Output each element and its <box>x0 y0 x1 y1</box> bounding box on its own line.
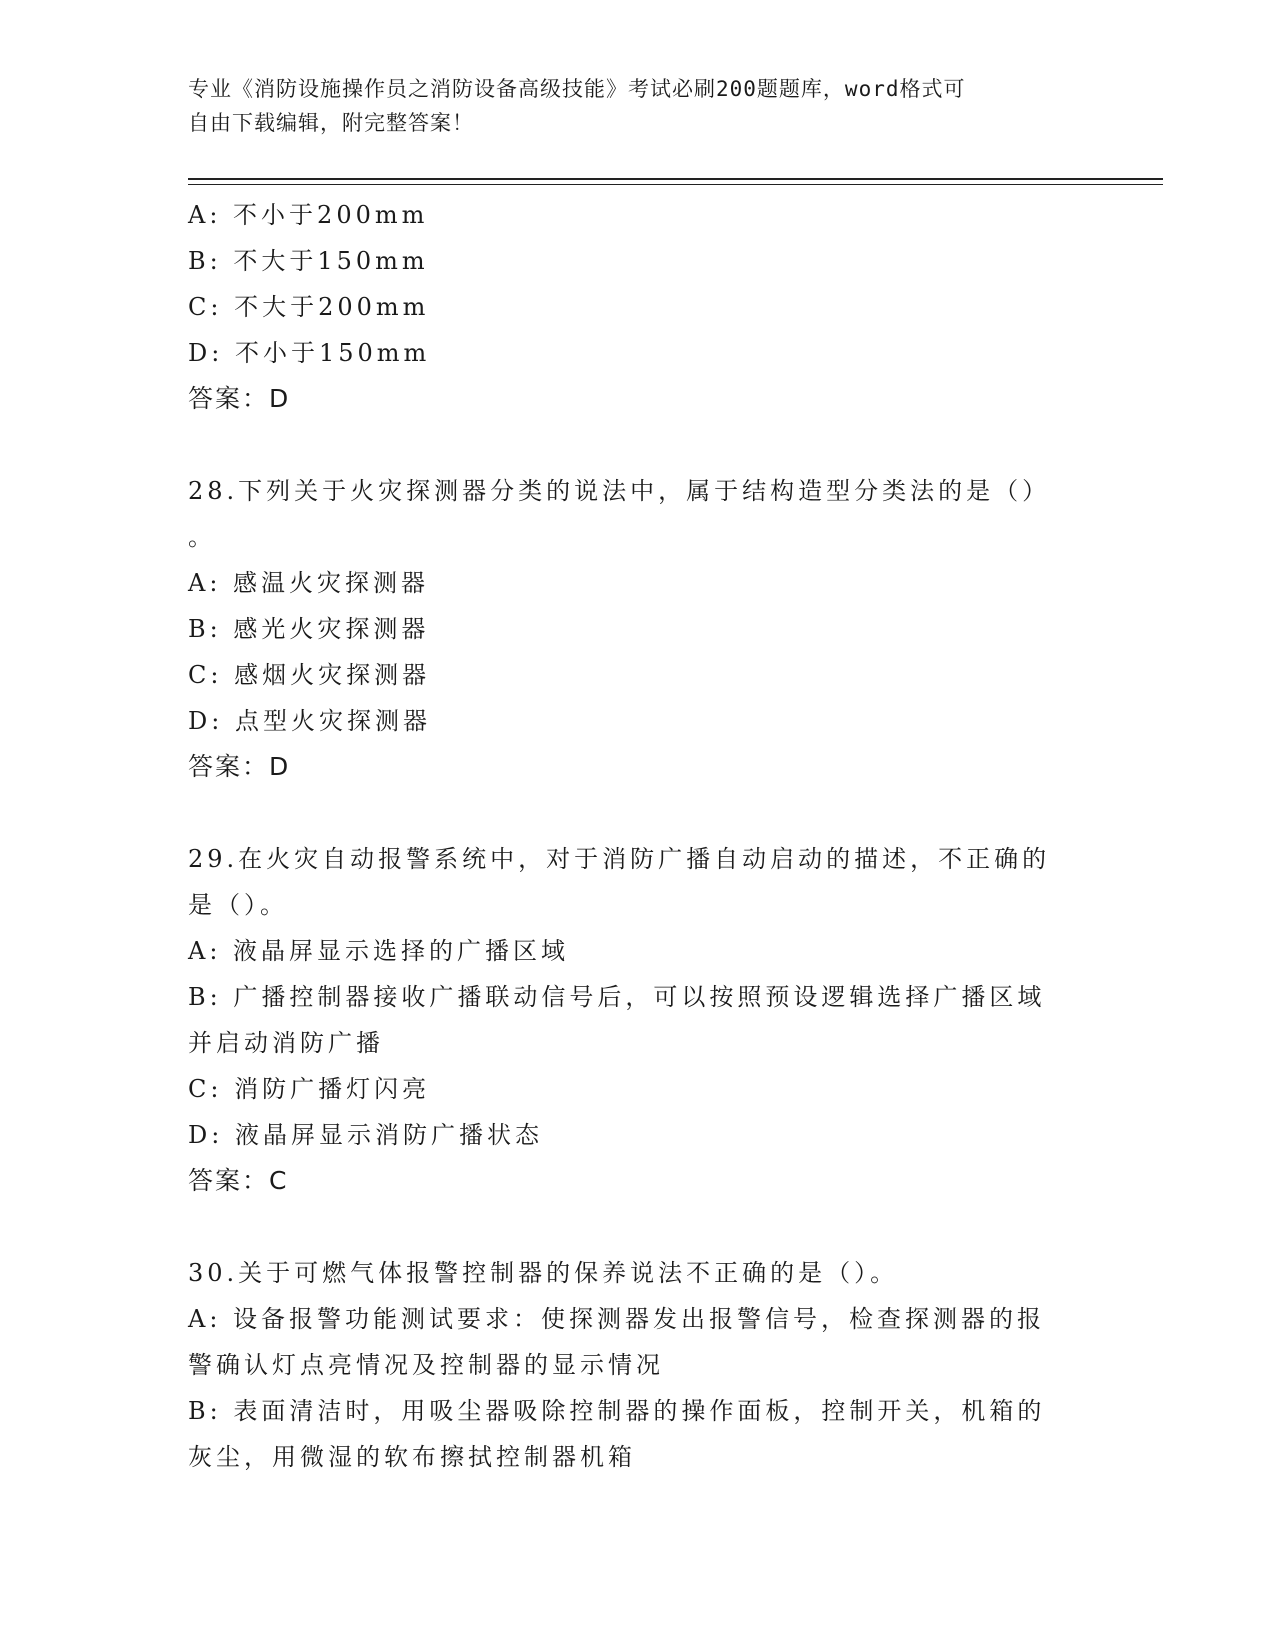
question-30 <box>188 1250 1088 1480</box>
question-stem: 28.下列关于火灾探测器分类的说法中，属于结构造型分类法的是（） <box>188 477 1051 505</box>
option-b: B: 表面清洁时，用吸尘器吸除控制器的操作面板，控制开关，机箱的 <box>188 1397 1046 1425</box>
question-stem: 29.在火灾自动报警系统中，对于消防广播自动启动的描述，不正确的 <box>188 845 1051 873</box>
option-a: A: 设备报警功能测试要求：使探测器发出报警信号，检查探测器的报 <box>188 1305 1046 1333</box>
document-header <box>188 72 1068 140</box>
header-line-1: 专业《消防设施操作员之消防设备高级技能》考试必刷200题题库，word格式可 <box>188 77 966 101</box>
question-stem: 30.关于可燃气体报警控制器的保养说法不正确的是（）。 <box>188 1259 899 1287</box>
option-b: B: 感光火灾探测器 <box>188 615 430 643</box>
spacer <box>188 422 1088 468</box>
option-b: B: 不大于150mm <box>188 247 429 275</box>
question-28 <box>188 468 1088 790</box>
header-line-2: 自由下载编辑，附完整答案！ <box>188 111 474 135</box>
answer-label: 答案：C <box>188 1166 289 1195</box>
question-27 <box>188 192 1088 422</box>
question-29 <box>188 836 1088 1204</box>
option-d: D: 不小于150mm <box>188 339 431 367</box>
answer-label: 答案：D <box>188 752 291 781</box>
option-c: C: 消防广播灯闪亮 <box>188 1075 431 1103</box>
option-a: A: 不小于200mm <box>188 201 429 229</box>
question-stem-continued: 是（）。 <box>188 891 288 919</box>
option-a: A: 液晶屏显示选择的广播区域 <box>188 937 570 965</box>
option-c: C: 感烟火灾探测器 <box>188 661 431 689</box>
option-b: B: 广播控制器接收广播联动信号后，可以按照预设逻辑选择广播区域 <box>188 983 1046 1011</box>
header-divider-thin <box>188 184 1163 185</box>
header-divider-thick <box>188 178 1163 180</box>
option-d: D: 点型火灾探测器 <box>188 707 431 735</box>
option-a: A: 感温火灾探测器 <box>188 569 430 597</box>
option-b-continued: 灰尘，用微湿的软布擦拭控制器机箱 <box>188 1443 636 1471</box>
option-b-continued: 并启动消防广播 <box>188 1029 384 1057</box>
spacer <box>188 1204 1088 1250</box>
spacer <box>188 790 1088 836</box>
question-stem-continued: 。 <box>188 523 216 551</box>
question-list <box>188 192 1088 1480</box>
option-a-continued: 警确认灯点亮情况及控制器的显示情况 <box>188 1351 664 1379</box>
answer-label: 答案：D <box>188 384 291 413</box>
option-c: C: 不大于200mm <box>188 293 430 321</box>
option-d: D: 液晶屏显示消防广播状态 <box>188 1121 543 1149</box>
